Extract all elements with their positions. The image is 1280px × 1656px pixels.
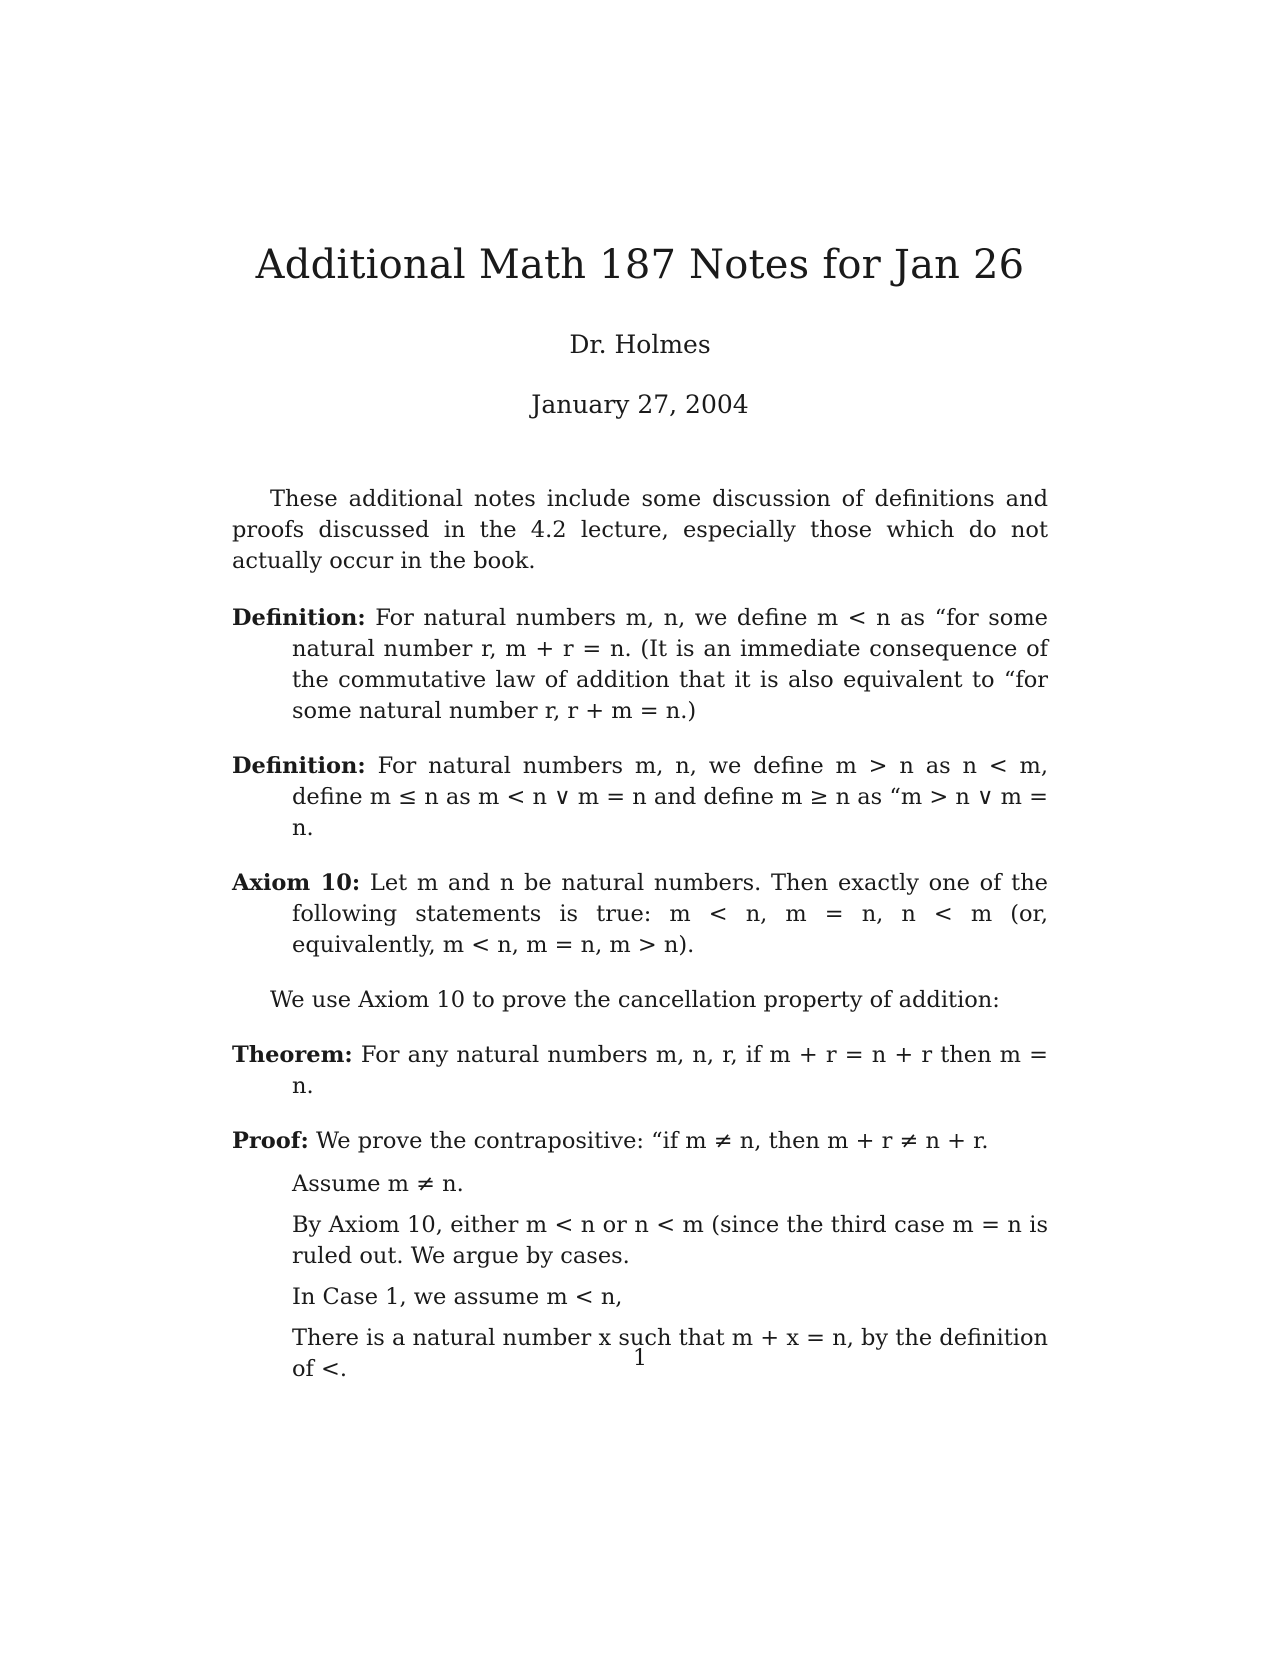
paper-title: Additional Math 187 Notes for Jan 26 <box>255 242 1025 288</box>
definition-order-relations <box>232 751 1048 844</box>
theorem-cancellation <box>232 1040 1048 1102</box>
proof-step: Assume m ≠ n. <box>292 1171 464 1197</box>
definition-label: Definition: <box>232 753 366 779</box>
proof-step: There is a natural number x such that m + x = n, by the definition of <. <box>292 1325 1048 1382</box>
theorem-text: For any natural numbers m, n, r, if m + r = n + r then m = n. <box>292 1042 1049 1099</box>
intro-paragraph: These additional notes include some discussion of definitions and proofs discussed in the 4.2 lecture, especially those which do not actually occur in the book. <box>232 486 1048 574</box>
theorem-label: Theorem: <box>232 1042 353 1068</box>
definition-less-than <box>232 603 1048 727</box>
proof-block <box>232 1126 1048 1157</box>
proof-text: We prove the contrapositive: “if m ≠ n, then m + r ≠ n + r. <box>315 1128 989 1154</box>
definition-label: Definition: <box>232 605 366 631</box>
definition-text: For natural numbers m, n, we define m < n as “for some natural number r, m + r = n. (It is an immediate consequence of the commutative law of addition that it is also equivalent to “for some natural number r, r + m = n.) <box>292 605 1048 724</box>
proof-step: In Case 1, we assume m < n, <box>292 1284 623 1310</box>
paper-body <box>232 484 1048 1395</box>
author-name: Dr. Holmes <box>569 330 711 359</box>
proof-step: By Axiom 10, either m < n or n < m (since the third case m = n is ruled out. We argue by cases. <box>292 1212 1048 1269</box>
transition-paragraph: We use Axiom 10 to prove the cancellation property of addition: <box>270 987 1000 1013</box>
page-number: 1 <box>633 1346 647 1371</box>
paper-date: January 27, 2004 <box>531 390 749 419</box>
axiom-label: Axiom 10: <box>232 870 361 896</box>
axiom-text: Let m and n be natural numbers. Then exactly one of the following statements is true: m < n, m = n, n < m (or, equivalently, m < n, m = n, m > n). <box>292 870 1049 958</box>
proof-label: Proof: <box>232 1128 309 1154</box>
definition-text: For natural numbers m, n, we define m > n as n < m, define m ≤ n as m < n ∨ m = n and define m ≥ n as “m > n ∨ m = n. <box>292 753 1048 841</box>
axiom-10 <box>232 868 1048 961</box>
